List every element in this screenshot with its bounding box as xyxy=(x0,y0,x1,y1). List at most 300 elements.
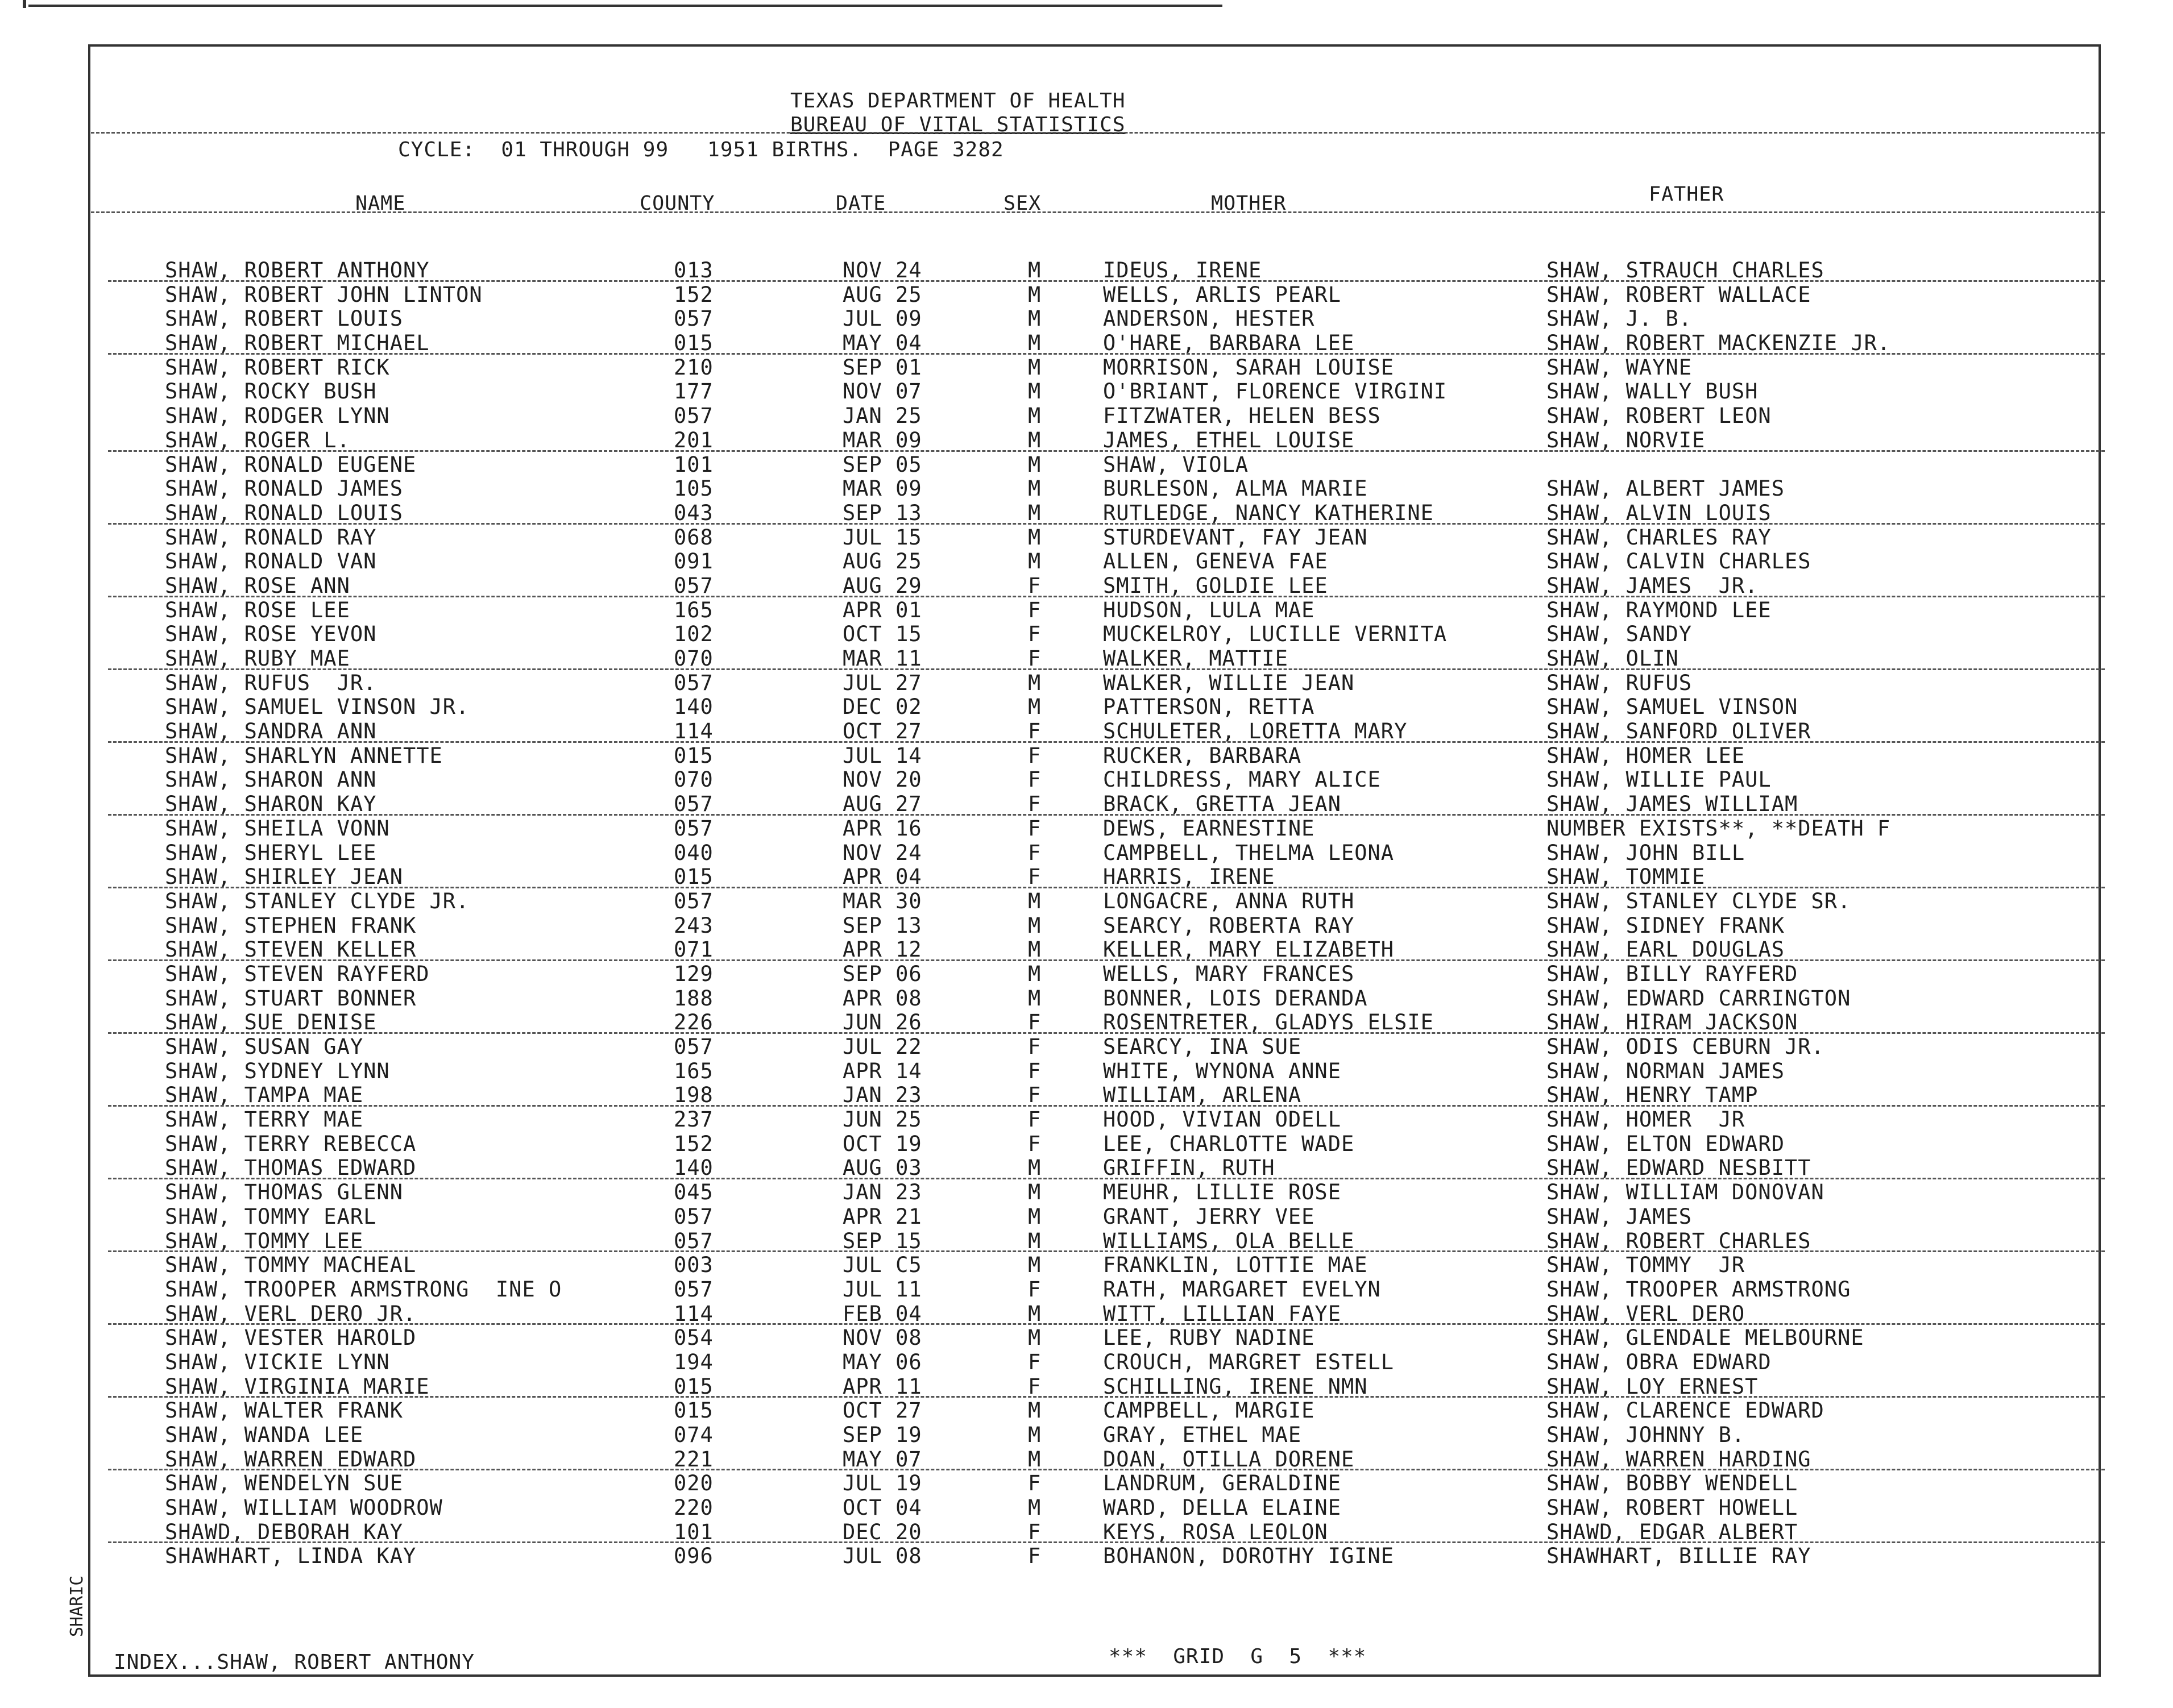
cell-father: SHAW, JAMES JR. xyxy=(1546,573,1759,598)
cell-name: SHAW, RONALD RAY xyxy=(165,525,377,550)
cell-county: 114 xyxy=(674,719,714,744)
cell-father: SHAW, SANDY xyxy=(1546,622,1693,647)
cell-name: SHAW, STEPHEN FRANK xyxy=(165,913,417,938)
cell-date: JUL 11 xyxy=(843,1277,922,1302)
cell-county: 237 xyxy=(674,1107,714,1132)
cell-sex: M xyxy=(1028,1228,1042,1253)
cell-date: NOV 20 xyxy=(843,767,922,792)
cell-mother: HUDSON, LULA MAE xyxy=(1103,597,1315,622)
cell-sex: F xyxy=(1028,719,1042,744)
cell-sex: M xyxy=(1028,1423,1042,1447)
table-row xyxy=(0,429,2173,453)
cell-county: 140 xyxy=(674,695,714,720)
cell-sex: F xyxy=(1028,1131,1042,1156)
cell-county: 101 xyxy=(674,452,714,477)
cell-sex: F xyxy=(1028,1349,1042,1374)
cell-father: SHAW, BOBBY WENDELL xyxy=(1546,1471,1798,1496)
cell-mother: HOOD, VIVIAN ODELL xyxy=(1103,1107,1341,1132)
cell-sex: M xyxy=(1028,1447,1042,1472)
cell-county: 129 xyxy=(674,961,714,986)
cell-sex: F xyxy=(1028,1471,1042,1496)
cell-name: SHAW, SHARON KAY xyxy=(165,792,377,817)
table-row xyxy=(0,1544,2173,1569)
cell-sex: M xyxy=(1028,1156,1042,1181)
cell-sex: M xyxy=(1028,961,1042,986)
cell-sex: F xyxy=(1028,1034,1042,1059)
table-row xyxy=(0,307,2173,331)
cell-county: 015 xyxy=(674,1374,714,1399)
table-row xyxy=(0,1278,2173,1302)
cell-name: SHAW, TOMMY MACHEAL xyxy=(165,1253,417,1278)
table-row xyxy=(0,1253,2173,1278)
cell-date: OCT 27 xyxy=(843,1398,922,1423)
cell-mother: WITT, LILLIAN FAYE xyxy=(1103,1301,1341,1326)
cell-mother: PATTERSON, RETTA xyxy=(1103,695,1315,720)
cell-sex: F xyxy=(1028,816,1042,841)
cell-county: 015 xyxy=(674,1398,714,1423)
cell-name: SHAW, VICKIE LYNN xyxy=(165,1349,390,1374)
cycle-line: CYCLE: 01 THROUGH 99 1951 BIRTHS. PAGE 3282 xyxy=(398,138,1004,161)
cell-mother: CAMPBELL, MARGIE xyxy=(1103,1398,1315,1423)
cell-mother: HARRIS, IRENE xyxy=(1103,865,1275,890)
cell-sex: M xyxy=(1028,1180,1042,1205)
cell-date: JUL 08 xyxy=(843,1544,922,1569)
cell-father: SHAW, CLARENCE EDWARD xyxy=(1546,1398,1824,1423)
cell-sex: M xyxy=(1028,1495,1042,1520)
cell-father: SHAW, JOHNNY B. xyxy=(1546,1423,1745,1447)
table-row xyxy=(0,404,2173,429)
cell-county: 057 xyxy=(674,888,714,913)
table-row xyxy=(0,1011,2173,1035)
cell-sex: M xyxy=(1028,670,1042,695)
cell-county: 165 xyxy=(674,1058,714,1083)
cell-mother: ALLEN, GENEVA FAE xyxy=(1103,549,1328,574)
cell-name: SHAW, ROCKY BUSH xyxy=(165,379,377,404)
cell-name: SHAW, TERRY MAE xyxy=(165,1107,364,1132)
cell-mother: ROSENTRETER, GLADYS ELSIE xyxy=(1103,1010,1434,1035)
cell-date: DEC 20 xyxy=(843,1519,922,1544)
cell-name: SHAW, WALTER FRANK xyxy=(165,1398,403,1423)
cell-name: SHAW, TROOPER ARMSTRONG INE O xyxy=(165,1277,562,1302)
table-row xyxy=(0,1448,2173,1472)
table-row xyxy=(0,1326,2173,1350)
cell-county: 140 xyxy=(674,1156,714,1181)
cell-mother: STURDEVANT, FAY JEAN xyxy=(1103,525,1368,550)
cell-name: SHAW, ROSE ANN xyxy=(165,573,350,598)
cell-date: JUL C5 xyxy=(843,1253,922,1278)
cell-name: SHAW, WENDELYN SUE xyxy=(165,1471,403,1496)
cell-mother: MUCKELROY, LUCILLE VERNITA xyxy=(1103,622,1448,647)
cell-date: SEP 15 xyxy=(843,1228,922,1253)
cell-mother: DOAN, OTILLA DORENE xyxy=(1103,1447,1355,1472)
cell-name: SHAW, RONALD LOUIS xyxy=(165,500,403,525)
cell-sex: M xyxy=(1028,258,1042,282)
cell-mother: SHAW, VIOLA xyxy=(1103,452,1249,477)
cell-sex: M xyxy=(1028,306,1042,331)
cell-county: 198 xyxy=(674,1083,714,1108)
cell-father: SHAW, ROBERT LEON xyxy=(1546,404,1772,429)
cell-date: MAR 11 xyxy=(843,646,922,671)
cell-father: SHAWD, EDGAR ALBERT xyxy=(1546,1519,1798,1544)
cell-mother: KEYS, ROSA LEOLON xyxy=(1103,1519,1328,1544)
column-header-sex: SEX xyxy=(1003,192,1042,215)
cell-name: SHAW, ROSE YEVON xyxy=(165,622,377,647)
cell-name: SHAW, STEVEN RAYFERD xyxy=(165,961,430,986)
cell-mother: DEWS, EARNESTINE xyxy=(1103,816,1315,841)
cell-county: 057 xyxy=(674,1277,714,1302)
table-row xyxy=(0,938,2173,962)
side-label: SHARIC xyxy=(67,1575,87,1637)
cell-sex: M xyxy=(1028,1398,1042,1423)
cell-name: SHAW, SHARON ANN xyxy=(165,767,377,792)
cell-sex: F xyxy=(1028,840,1042,865)
cell-mother: WELLS, ARLIS PEARL xyxy=(1103,282,1341,307)
table-row xyxy=(0,283,2173,307)
table-row xyxy=(0,1472,2173,1496)
cell-name: SHAW, TOMMY LEE xyxy=(165,1228,364,1253)
cell-father: SHAW, EDWARD CARRINGTON xyxy=(1546,986,1851,1011)
cell-sex: F xyxy=(1028,1277,1042,1302)
cell-father: SHAW, WILLIE PAUL xyxy=(1546,767,1772,792)
cell-mother: LEE, CHARLOTTE WADE xyxy=(1103,1131,1355,1156)
cell-date: MAR 09 xyxy=(843,476,922,501)
table-row xyxy=(0,647,2173,671)
cell-sex: F xyxy=(1028,1083,1042,1108)
table-row xyxy=(0,1375,2173,1399)
cell-date: JUL 09 xyxy=(843,306,922,331)
cell-mother: WARD, DELLA ELAINE xyxy=(1103,1495,1341,1520)
cell-date: AUG 03 xyxy=(843,1156,922,1181)
cell-father: SHAW, SIDNEY FRANK xyxy=(1546,913,1785,938)
cell-sex: M xyxy=(1028,355,1042,380)
table-row xyxy=(0,792,2173,817)
cell-mother: RUCKER, BARBARA xyxy=(1103,743,1302,768)
cell-father: SHAW, JAMES WILLIAM xyxy=(1546,792,1798,817)
cell-date: APR 04 xyxy=(843,865,922,890)
cell-father: SHAW, GLENDALE MELBOURNE xyxy=(1546,1325,1864,1350)
cell-father: SHAW, HIRAM JACKSON xyxy=(1546,1010,1798,1035)
table-row xyxy=(0,1496,2173,1520)
cell-sex: F xyxy=(1028,743,1042,768)
cell-name: SHAW, ROBERT LOUIS xyxy=(165,306,403,331)
cell-sex: F xyxy=(1028,792,1042,817)
cell-name: SHAW, STEVEN KELLER xyxy=(165,937,417,962)
table-row xyxy=(0,1035,2173,1059)
cell-sex: M xyxy=(1028,695,1042,720)
table-row xyxy=(0,817,2173,841)
table-row xyxy=(0,1520,2173,1545)
cell-date: NOV 24 xyxy=(843,840,922,865)
cell-sex: F xyxy=(1028,767,1042,792)
cell-county: 043 xyxy=(674,500,714,525)
cell-county: 070 xyxy=(674,646,714,671)
cell-name: SHAW, THOMAS GLENN xyxy=(165,1180,403,1205)
table-row xyxy=(0,380,2173,404)
dept-title: TEXAS DEPARTMENT OF HEALTH xyxy=(790,89,1126,113)
table-row xyxy=(0,841,2173,866)
cell-date: OCT 04 xyxy=(843,1495,922,1520)
cell-mother: SEARCY, ROBERTA RAY xyxy=(1103,913,1355,938)
cell-father: SHAW, J. B. xyxy=(1546,306,1693,331)
cell-sex: F xyxy=(1028,573,1042,598)
cell-name: SHAW, RUBY MAE xyxy=(165,646,350,671)
cell-father: SHAW, ROBERT CHARLES xyxy=(1546,1228,1811,1253)
cell-name: SHAW, RONALD EUGENE xyxy=(165,452,417,477)
cell-sex: F xyxy=(1028,865,1042,890)
cell-father: SHAW, JOHN BILL xyxy=(1546,840,1745,865)
cell-sex: M xyxy=(1028,986,1042,1011)
cell-father: SHAW, WARREN HARDING xyxy=(1546,1447,1811,1472)
cell-name: SHAW, VESTER HAROLD xyxy=(165,1325,417,1350)
cell-mother: GRANT, JERRY VEE xyxy=(1103,1204,1315,1229)
cell-name: SHAW, SHARLYN ANNETTE xyxy=(165,743,443,768)
cell-father: SHAW, RUFUS xyxy=(1546,670,1693,695)
cell-mother: WILLIAM, ARLENA xyxy=(1103,1083,1302,1108)
cell-mother: LANDRUM, GERALDINE xyxy=(1103,1471,1341,1496)
cell-county: 057 xyxy=(674,1228,714,1253)
cell-mother: WILLIAMS, OLA BELLE xyxy=(1103,1228,1355,1253)
cell-mother: CHILDRESS, MARY ALICE xyxy=(1103,767,1381,792)
column-header-mother: MOTHER xyxy=(1211,192,1287,215)
cell-father: SHAW, HOMER JR xyxy=(1546,1107,1745,1132)
cell-sex: M xyxy=(1028,1301,1042,1326)
cell-date: JUL 27 xyxy=(843,670,922,695)
cell-name: SHAW, SAMUEL VINSON JR. xyxy=(165,695,470,720)
cell-date: AUG 25 xyxy=(843,282,922,307)
cell-county: 045 xyxy=(674,1180,714,1205)
cell-father: SHAW, STANLEY CLYDE SR. xyxy=(1546,888,1851,913)
table-row xyxy=(0,1302,2173,1327)
cell-name: SHAW, ROSE LEE xyxy=(165,597,350,622)
table-row xyxy=(0,720,2173,744)
cell-mother: BRACK, GRETTA JEAN xyxy=(1103,792,1341,817)
table-row xyxy=(0,914,2173,938)
cell-name: SHAW, TERRY REBECCA xyxy=(165,1131,417,1156)
cell-sex: M xyxy=(1028,379,1042,404)
cell-sex: M xyxy=(1028,1325,1042,1350)
cell-mother: CAMPBELL, THELMA LEONA xyxy=(1103,840,1395,865)
column-header-date: DATE xyxy=(836,192,886,215)
cell-mother: SMITH, GOLDIE LEE xyxy=(1103,573,1328,598)
cell-name: SHAW, STUART BONNER xyxy=(165,986,417,1011)
cell-date: FEB 04 xyxy=(843,1301,922,1326)
cell-county: 074 xyxy=(674,1423,714,1447)
cell-date: MAR 09 xyxy=(843,427,922,452)
cell-mother: BURLESON, ALMA MARIE xyxy=(1103,476,1368,501)
cell-mother: FITZWATER, HELEN BESS xyxy=(1103,404,1381,429)
table-row xyxy=(0,1423,2173,1448)
cell-father: SHAW, SANFORD OLIVER xyxy=(1546,719,1811,744)
cell-date: SEP 01 xyxy=(843,355,922,380)
cell-father: SHAW, ELTON EDWARD xyxy=(1546,1131,1785,1156)
cell-father: SHAW, OBRA EDWARD xyxy=(1546,1349,1772,1374)
table-row xyxy=(0,1181,2173,1205)
cell-mother: WELLS, MARY FRANCES xyxy=(1103,961,1355,986)
corner-mark xyxy=(23,0,26,8)
cell-father: SHAW, ODIS CEBURN JR. xyxy=(1546,1034,1824,1059)
cell-mother: IDEUS, IRENE xyxy=(1103,258,1262,282)
cell-name: SHAW, RUFUS JR. xyxy=(165,670,377,695)
header-rule xyxy=(91,132,2105,134)
cell-county: 188 xyxy=(674,986,714,1011)
cell-name: SHAW, SHIRLEY JEAN xyxy=(165,865,403,890)
cell-father: SHAW, CHARLES RAY xyxy=(1546,525,1772,550)
cell-date: APR 08 xyxy=(843,986,922,1011)
cell-father: SHAW, CALVIN CHARLES xyxy=(1546,549,1811,574)
cell-date: JAN 23 xyxy=(843,1180,922,1205)
cell-father: SHAWHART, BILLIE RAY xyxy=(1546,1544,1811,1569)
cell-sex: M xyxy=(1028,913,1042,938)
cell-name: SHAW, SANDRA ANN xyxy=(165,719,377,744)
cell-county: 101 xyxy=(674,1519,714,1544)
cell-date: APR 16 xyxy=(843,816,922,841)
cell-county: 091 xyxy=(674,549,714,574)
cell-county: 057 xyxy=(674,404,714,429)
cell-county: 057 xyxy=(674,792,714,817)
cell-mother: FRANKLIN, LOTTIE MAE xyxy=(1103,1253,1368,1278)
cell-county: 210 xyxy=(674,355,714,380)
column-header-county: COUNTY xyxy=(640,192,715,215)
cell-date: APR 14 xyxy=(843,1058,922,1083)
cell-father: SHAW, WAYNE xyxy=(1546,355,1693,380)
cell-county: 013 xyxy=(674,258,714,282)
cell-name: SHAW, VIRGINIA MARIE xyxy=(165,1374,430,1399)
cell-father: SHAW, EARL DOUGLAS xyxy=(1546,937,1785,962)
cell-father: NUMBER EXISTS**, **DEATH F xyxy=(1546,816,1891,841)
cell-date: SEP 13 xyxy=(843,500,922,525)
cell-father: SHAW, WILLIAM DONOVAN xyxy=(1546,1180,1824,1205)
cell-name: SHAW, TAMPA MAE xyxy=(165,1083,364,1108)
table-row xyxy=(0,1205,2173,1229)
column-header-father: FATHER xyxy=(1649,183,1724,206)
table-row xyxy=(0,671,2173,696)
cell-name: SHAW, RONALD JAMES xyxy=(165,476,403,501)
table-row xyxy=(0,453,2173,477)
cell-date: MAR 30 xyxy=(843,888,922,913)
cell-county: 057 xyxy=(674,1034,714,1059)
cell-name: SHAW, WILLIAM WOODROW xyxy=(165,1495,443,1520)
cell-county: 177 xyxy=(674,379,714,404)
cell-county: 221 xyxy=(674,1447,714,1472)
cell-mother: MORRISON, SARAH LOUISE xyxy=(1103,355,1395,380)
cell-mother: GRIFFIN, RUTH xyxy=(1103,1156,1275,1181)
cell-sex: F xyxy=(1028,1107,1042,1132)
cell-date: NOV 07 xyxy=(843,379,922,404)
table-row xyxy=(0,1132,2173,1157)
cell-date: AUG 27 xyxy=(843,792,922,817)
table-row xyxy=(0,1350,2173,1375)
cell-father: SHAW, NORVIE xyxy=(1546,427,1706,452)
table-row xyxy=(0,987,2173,1011)
cell-date: SEP 05 xyxy=(843,452,922,477)
cell-name: SHAW, SUSAN GAY xyxy=(165,1034,364,1059)
bureau-title: BUREAU OF VITAL STATISTICS xyxy=(790,113,1126,136)
cell-date: AUG 29 xyxy=(843,573,922,598)
table-row xyxy=(0,599,2173,623)
cell-sex: M xyxy=(1028,404,1042,429)
cell-father: SHAW, BILLY RAYFERD xyxy=(1546,961,1798,986)
cell-sex: M xyxy=(1028,500,1042,525)
cell-county: 070 xyxy=(674,767,714,792)
cell-sex: M xyxy=(1028,331,1042,356)
cell-sex: M xyxy=(1028,282,1042,307)
cell-county: 015 xyxy=(674,743,714,768)
table-row xyxy=(0,1108,2173,1132)
cell-county: 015 xyxy=(674,865,714,890)
cell-county: 057 xyxy=(674,1204,714,1229)
cell-mother: BONNER, LOIS DERANDA xyxy=(1103,986,1368,1011)
cell-name: SHAW, RONALD VAN xyxy=(165,549,377,574)
cell-date: OCT 27 xyxy=(843,719,922,744)
cell-county: 020 xyxy=(674,1471,714,1496)
cell-mother: ANDERSON, HESTER xyxy=(1103,306,1315,331)
cell-date: JUL 15 xyxy=(843,525,922,550)
cell-date: DEC 02 xyxy=(843,695,922,720)
cell-date: APR 12 xyxy=(843,937,922,962)
cell-sex: M xyxy=(1028,549,1042,574)
table-row xyxy=(0,768,2173,792)
cell-date: JUL 19 xyxy=(843,1471,922,1496)
cell-father: SHAW, ROBERT HOWELL xyxy=(1546,1495,1798,1520)
cell-mother: RUTLEDGE, NANCY KATHERINE xyxy=(1103,500,1434,525)
table-row xyxy=(0,865,2173,890)
cell-name: SHAW, SHERYL LEE xyxy=(165,840,377,865)
cell-mother: WALKER, MATTIE xyxy=(1103,646,1288,671)
table-row xyxy=(0,356,2173,380)
cell-county: 057 xyxy=(674,306,714,331)
cell-county: 015 xyxy=(674,331,714,356)
table-row xyxy=(0,1399,2173,1423)
cell-father: SHAW, WALLY BUSH xyxy=(1546,379,1759,404)
cell-county: 057 xyxy=(674,573,714,598)
table-row xyxy=(0,962,2173,987)
cell-mother: RATH, MARGARET EVELYN xyxy=(1103,1277,1381,1302)
cell-name: SHAW, ROBERT JOHN LINTON xyxy=(165,282,483,307)
cell-father: SHAW, VERL DERO xyxy=(1546,1301,1745,1326)
index-footer: INDEX...SHAW, ROBERT ANTHONY xyxy=(114,1651,475,1674)
table-row xyxy=(0,574,2173,599)
cell-county: 054 xyxy=(674,1325,714,1350)
cell-county: 220 xyxy=(674,1495,714,1520)
cell-sex: F xyxy=(1028,1010,1042,1035)
table-row xyxy=(0,550,2173,574)
cell-date: APR 11 xyxy=(843,1374,922,1399)
cell-name: SHAW, ROBERT ANTHONY xyxy=(165,258,430,282)
cell-sex: F xyxy=(1028,597,1042,622)
cell-father: SHAW, SAMUEL VINSON xyxy=(1546,695,1798,720)
cell-date: SEP 06 xyxy=(843,961,922,986)
cell-date: JAN 23 xyxy=(843,1083,922,1108)
cell-father: SHAW, EDWARD NESBITT xyxy=(1546,1156,1811,1181)
cell-mother: CROUCH, MARGRET ESTELL xyxy=(1103,1349,1395,1374)
cell-father: SHAW, LOY ERNEST xyxy=(1546,1374,1759,1399)
cell-sex: M xyxy=(1028,427,1042,452)
cell-father: SHAW, HENRY TAMP xyxy=(1546,1083,1759,1108)
table-row xyxy=(0,501,2173,526)
table-row xyxy=(0,622,2173,647)
cell-date: MAY 06 xyxy=(843,1349,922,1374)
cell-date: JAN 25 xyxy=(843,404,922,429)
cell-mother: GRAY, ETHEL MAE xyxy=(1103,1423,1302,1447)
cell-sex: M xyxy=(1028,476,1042,501)
table-row xyxy=(0,890,2173,914)
table-row xyxy=(0,1156,2173,1181)
cell-name: SHAW, THOMAS EDWARD xyxy=(165,1156,417,1181)
cell-date: JUL 22 xyxy=(843,1034,922,1059)
cell-county: 096 xyxy=(674,1544,714,1569)
cell-name: SHAW, ROBERT RICK xyxy=(165,355,390,380)
cell-father: SHAW, TROOPER ARMSTRONG xyxy=(1546,1277,1851,1302)
